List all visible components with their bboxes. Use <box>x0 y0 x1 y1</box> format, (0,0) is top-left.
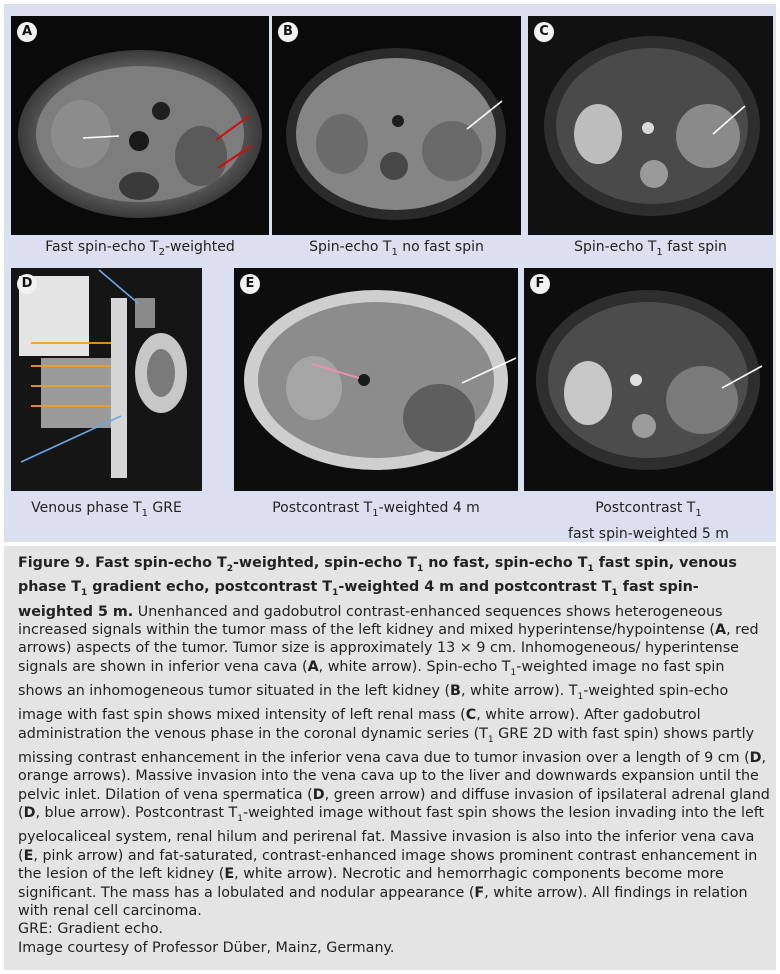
caption-abbreviation: GRE: Gradient echo. <box>18 921 163 938</box>
mri-image-e <box>234 268 518 491</box>
panel-letter-d: D <box>17 274 37 294</box>
panel-label-f: Postcontrast $T_1$ fast spin-weighted 5 m <box>568 500 729 542</box>
caption-credit: Image courtesy of Professor Düber, Mainz, Germany. <box>18 939 395 956</box>
figure-panel <box>4 4 776 542</box>
caption-title: Figure 9. Fast spin-echo $T_2$-weighted, spin-echo $T_1$ no fast, spin-echo $T_1$ fast spin, venous phase $T_1$ gradient echo, postcontrast $T_1$-weighted 4 m and postcontrast $T_1$ fast spin-weighted 5 m. <box>18 555 737 620</box>
panel-letter-e: E <box>240 274 260 294</box>
figure-caption <box>18 554 770 957</box>
mri-image-b <box>272 16 521 235</box>
panel-letter-c: C <box>534 22 554 42</box>
caption-panel <box>4 546 776 970</box>
panel-letter-a: A <box>17 22 37 42</box>
panel-label-e: Postcontrast $T_1$-weighted 4 m <box>272 500 480 519</box>
panel-label-c: Spin-echo $T_1$ fast spin <box>574 239 727 258</box>
mri-image-c <box>528 16 773 235</box>
panel-label-a: Fast spin-echo $T_2$-weighted <box>45 239 235 258</box>
mri-image-a <box>11 16 269 235</box>
panel-label-b: Spin-echo $T_1$ no fast spin <box>309 239 484 258</box>
caption-body: Unenhanced and gadobutrol contrast-enhanced sequences shows heterogeneous increased signals within the tumor mass of the left kidney and mixed hyperintense/hypointense (A, red arrows) aspects of the tumor. Tumor size is approximately 13 × 9 cm. Inhomogeneous/ hyperintense signals are shown in inferior vena cava (A, white arrow). Spin-echo $T_1$-weighted image no fast spin shows an inhomogeneous tumor situated in the left kidney (B, white arrow). $T_1$-weighted spin-echo image with fast spin shows mixed intensity of left renal mass (C, white arrow). After gadobutrol administration the venous phase in the coronal dynamic series ($T_1$ GRE 2D with fast spin) shows partly missing contrast enhancement in the inferior vena cava due to tumor invasion over a length of 9 cm (D, orange arrows). Massive invasion into the vena cava up to the liver and downwards expansion until the pelvic inlet. Dilation of vena spermatica (D, green arrow) and diffuse invasion of ipsilateral adrenal gland (D, blue arrow). Postcontrast $T_1$-weighted image without fast spin shows the lesion invading into the left pyelocaliceal system, renal hilum and perirenal fat. Massive invasion is also into the inferior vena cava (E, pink arrow) and fat-saturated, contrast-enhanced image shows prominent contrast enhancement in the lesion of the left kidney (E, white arrow). Necrotic and hemorrhagic components become more significant. The mass has a lobulated and nodular appearance (F, white arrow). All findings in relation with renal cell carcinoma. <box>18 603 770 920</box>
panel-letter-b: B <box>278 22 298 42</box>
panel-label-d: Venous phase $T_1$ GRE <box>31 500 182 519</box>
mri-image-f <box>524 268 773 491</box>
panel-letter-f: F <box>530 274 550 294</box>
mri-image-d <box>11 268 202 491</box>
